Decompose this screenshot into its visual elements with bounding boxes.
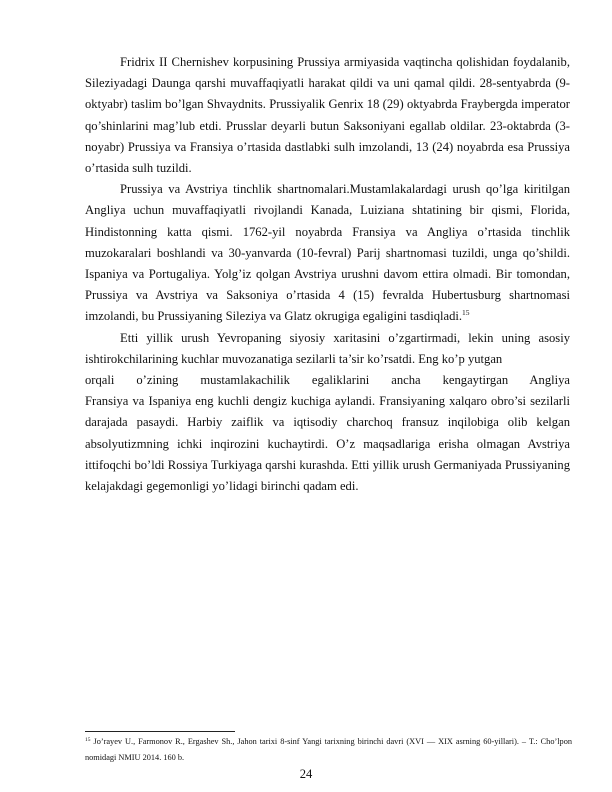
footnote-reference: 15 [462, 308, 470, 318]
paragraph-3-continued: orqali o’zining mustamlakachilik egaliklarini ancha kengaytirgan Angliya [85, 373, 570, 388]
footnote-text: Jo’rayev U., Farmonov R., Ergashev Sh., Jahon tarixi 8-sinf Yangi tarixning birinchi davri (XVI — XIX asrning 60-yillari). – T.: Cho’lpon nomidagi NMIU 2014. 160 b. [85, 737, 572, 762]
body-text [85, 52, 570, 497]
paragraph-3: Etti yillik urush Yevropaning siyosiy xaritasini o’zgartirmadi, lekin uning asosiy ishtirokchilarining kuchlar muvozanatiga sezilarli ta’sir ko’rsatdi. Eng ko’p yutgan [85, 330, 570, 366]
footnote-marker: 15 [85, 737, 91, 743]
footnote [85, 734, 572, 766]
footnote-divider [85, 731, 235, 732]
page-number: 24 [299, 767, 313, 781]
paragraph-2-text: Prussiya va Avstriya tinchlik shartnomalari.Mustamlakalardagi urush qo’lga kiritilgan Angliya uchun muvaffaqiyatli rivojlandi Kanada, Luiziana shtatining bir qismi, Florida, Hindistonning katta qismi. 1762-yil noyabrda Fransiya va Angliya o’rtasida tinchlik muzokaralari boshlandi va 30-yanvarda (10-fevral) Parij shartnomasi tuzildi, unga qo’shildi. Ispaniya va Portugaliya. Yolg’iz qolgan Avstriya urushni davom ettira olmadi. Bir tomondan, Prussiya va Avstriya va Saksoniya o’rtasida 4 (15) fevralda Hubertusburg shartnomasi imzolandi, bu Prussiyaning Sileziya va Glatz okrugiga egaligini tasdiqladi. [85, 182, 570, 324]
paragraph-2 [85, 179, 570, 327]
paragraph-4: Fransiya va Ispaniya eng kuchli dengiz kuchiga aylandi. Fransiyaning xalqaro obro’si sezilarli darajada pasaydi. Harbiy zaiflik va iqtisodiy charchoq fransuz inqilobiga olib kelgan absolyutizmning ichki inqirozini kuchaytirdi. O’z maqsadlariga erisha olmagan Avstriya ittifoqchi bo’ldi Rossiya Turkiyaga qarshi kurashda. Etti yillik urush Germaniyada Prussiyaning kelajakdagi gegemonligi yo’lidagi birinchi qadam edi. [85, 394, 570, 494]
paragraph-1: Fridrix II Chernishev korpusining Prussiya armiyasida vaqtincha qolishidan foydalanib, Sileziyadagi Daunga qarshi muvaffaqiyatli harakat qildi va uni qamal qildi. 28-sentyabrda (9-oktyabr) taslim bo’lgan Shvaydnits. Prussiyalik Genrix 18 (29) oktyabrda Fraybergda imperator qo’shinlarini mag’lub etdi. Prusslar deyarli butun Saksoniyani egallab oldilar. 23-oktabrda (3-noyabr) Prussiya va Fransiya o’rtasida dastlabki sulh imzolandi, 13 (24) noyabrda esa Prussiya o’rtasida sulh tuzildi. [85, 55, 570, 176]
